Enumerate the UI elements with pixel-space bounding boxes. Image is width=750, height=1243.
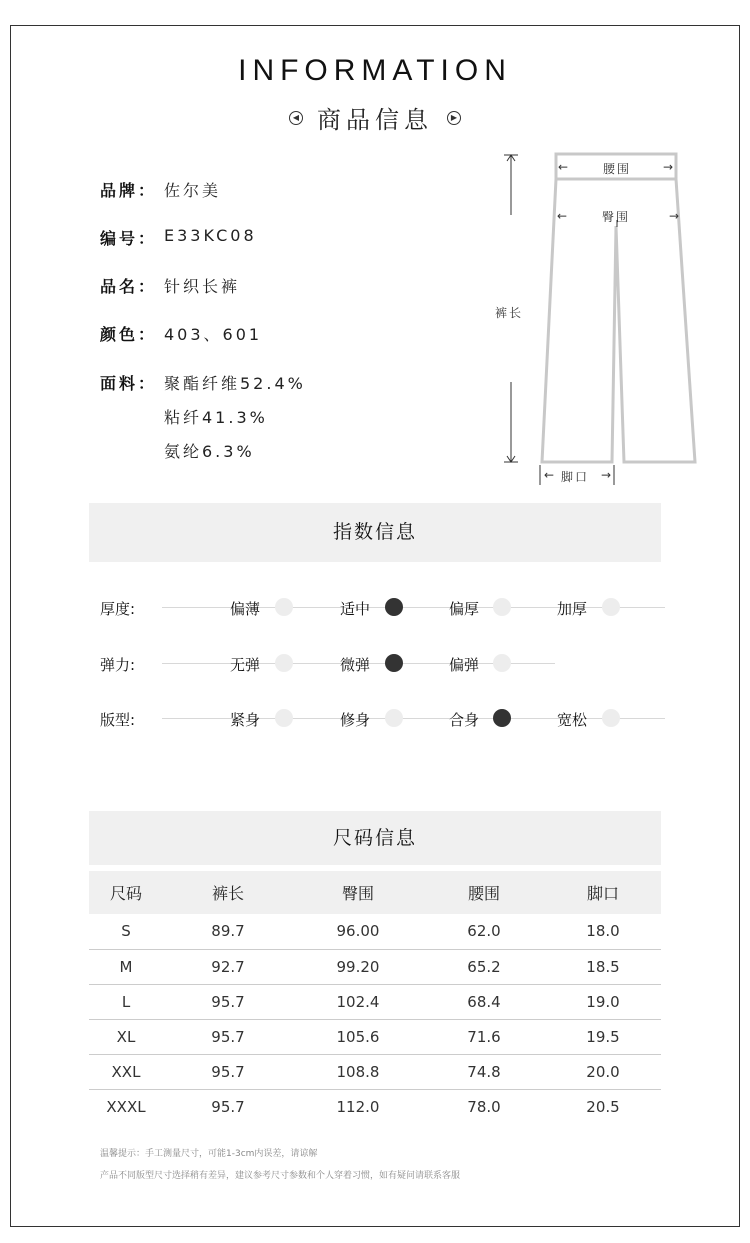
table-row bbox=[89, 1054, 661, 1089]
info-key: 颜色： bbox=[100, 325, 158, 344]
table-row bbox=[89, 984, 661, 1019]
option-label: 微弹 bbox=[340, 656, 371, 674]
option-dot-selected bbox=[493, 709, 511, 727]
note-measurement: 温馨提示：手工测量尺寸，可能1-3cm内误差，请谅解 bbox=[100, 1149, 318, 1159]
title-english: INFORMATION bbox=[238, 54, 512, 87]
size-table-header bbox=[89, 871, 661, 914]
arrow-right-circle-icon: ▶ bbox=[447, 111, 461, 125]
option-label: 偏薄 bbox=[230, 600, 261, 618]
option-label: 无弹 bbox=[230, 656, 261, 674]
info-value bbox=[164, 371, 306, 473]
option-dot bbox=[385, 709, 403, 727]
table-cell: 112.0 bbox=[336, 1097, 380, 1116]
size-table bbox=[89, 871, 661, 1124]
table-cell: L bbox=[89, 984, 163, 1019]
option-dot-selected bbox=[385, 598, 403, 616]
option-dot bbox=[275, 709, 293, 727]
info-key: 品名： bbox=[100, 277, 158, 296]
table-cell: XXL bbox=[89, 1054, 163, 1089]
table-cell: 18.0 bbox=[545, 914, 661, 949]
info-value: 403、601 bbox=[164, 325, 263, 344]
table-cell: M bbox=[89, 949, 163, 984]
table-cell: 102.4 bbox=[293, 984, 423, 1019]
option-label: 合身 bbox=[449, 711, 480, 729]
waist-arrow-right: → bbox=[663, 160, 676, 174]
table-cell: 74.8 bbox=[423, 1054, 545, 1089]
table-cell: 108.8 bbox=[293, 1054, 423, 1089]
info-brand bbox=[100, 178, 221, 212]
index-row-label: 弹力: bbox=[100, 656, 136, 674]
info-key: 编号： bbox=[100, 229, 158, 248]
index-row-elasticity bbox=[100, 654, 665, 674]
option-label: 偏弹 bbox=[449, 656, 480, 674]
table-row bbox=[89, 914, 661, 949]
title-chinese: 商品信息 bbox=[317, 106, 433, 134]
info-value: 针织长裤 bbox=[164, 277, 241, 296]
pants-diagram bbox=[490, 145, 710, 490]
size-section-title: 尺码信息 bbox=[89, 811, 661, 865]
option-label: 修身 bbox=[340, 711, 371, 729]
table-cell: 68.4 bbox=[423, 984, 545, 1019]
option-label: 宽松 bbox=[557, 711, 588, 729]
info-value: 佐尔美 bbox=[164, 181, 222, 200]
table-cell: 95.7 bbox=[211, 1097, 245, 1116]
info-key: 面料： bbox=[100, 374, 158, 393]
table-cell: 95.7 bbox=[163, 984, 293, 1019]
table-cell: 18.5 bbox=[545, 949, 661, 984]
hip-arrow-left: ← bbox=[557, 209, 570, 223]
table-cell: XXXL bbox=[106, 1097, 146, 1116]
table-cell: 19.0 bbox=[545, 984, 661, 1019]
index-row-label: 厚度: bbox=[100, 600, 136, 618]
option-dot-selected bbox=[385, 654, 403, 672]
hem-arrow-right: → bbox=[601, 468, 614, 482]
index-row-fit bbox=[100, 709, 665, 729]
hip-arrow-right: → bbox=[669, 209, 682, 223]
table-cell: 89.7 bbox=[163, 914, 293, 949]
table-cell: 19.5 bbox=[545, 1019, 661, 1054]
table-cell: 65.2 bbox=[423, 949, 545, 984]
waist-arrow-left: ← bbox=[558, 160, 571, 174]
option-label: 适中 bbox=[340, 600, 371, 618]
table-row bbox=[89, 1089, 661, 1124]
table-row bbox=[89, 949, 661, 984]
table-cell: 78.0 bbox=[467, 1097, 501, 1116]
fabric-line: 氨纶6.3% bbox=[164, 442, 255, 461]
option-dot bbox=[602, 598, 620, 616]
fabric-line: 粘纤41.3% bbox=[164, 408, 268, 427]
option-dot bbox=[275, 598, 293, 616]
hem-label: 脚口 bbox=[561, 470, 590, 484]
option-label: 加厚 bbox=[557, 600, 588, 618]
column-header: 尺码 bbox=[89, 871, 163, 914]
table-cell: 71.6 bbox=[423, 1019, 545, 1054]
length-label: 裤长 bbox=[495, 306, 524, 320]
column-header: 脚口 bbox=[545, 871, 661, 914]
option-dot bbox=[602, 709, 620, 727]
arrow-left-circle-icon: ◀ bbox=[289, 111, 303, 125]
table-cell: 99.20 bbox=[293, 949, 423, 984]
title-chinese-wrap bbox=[0, 100, 750, 135]
index-row-label: 版型: bbox=[100, 711, 136, 729]
table-cell: XL bbox=[89, 1019, 163, 1054]
option-label: 偏厚 bbox=[449, 600, 480, 618]
info-color bbox=[100, 322, 262, 356]
info-key: 品牌： bbox=[100, 181, 158, 200]
column-header: 腰围 bbox=[423, 871, 545, 914]
info-code bbox=[100, 226, 257, 256]
table-cell: 62.0 bbox=[423, 914, 545, 949]
table-row bbox=[89, 1019, 661, 1054]
info-value: E33KC08 bbox=[164, 226, 257, 245]
hip-label: 臀围 bbox=[602, 210, 631, 224]
table-cell: S bbox=[89, 914, 163, 949]
table-cell: 96.00 bbox=[293, 914, 423, 949]
fabric-line: 聚酯纤维52.4% bbox=[164, 374, 306, 393]
column-header: 裤长 bbox=[163, 871, 293, 914]
option-dot bbox=[493, 654, 511, 672]
option-dot bbox=[493, 598, 511, 616]
hem-arrow-left: ← bbox=[544, 468, 557, 482]
table-cell: 20.5 bbox=[586, 1097, 620, 1116]
waist-label: 腰围 bbox=[603, 162, 632, 176]
index-row-thickness bbox=[100, 598, 665, 618]
index-section-title: 指数信息 bbox=[89, 503, 661, 562]
option-label: 紧身 bbox=[230, 711, 261, 729]
table-cell: 92.7 bbox=[163, 949, 293, 984]
table-cell: 95.7 bbox=[163, 1019, 293, 1054]
info-name bbox=[100, 274, 240, 308]
info-fabric bbox=[100, 371, 306, 473]
note-fit-advice: 产品不同版型尺寸选择稍有差异，建议参考尺寸参数和个人穿着习惯，如有疑问请联系客服 bbox=[100, 1171, 461, 1181]
table-cell: 95.7 bbox=[163, 1054, 293, 1089]
table-cell: 105.6 bbox=[293, 1019, 423, 1054]
option-dot bbox=[275, 654, 293, 672]
column-header: 臀围 bbox=[293, 871, 423, 914]
table-cell: 20.0 bbox=[545, 1054, 661, 1089]
